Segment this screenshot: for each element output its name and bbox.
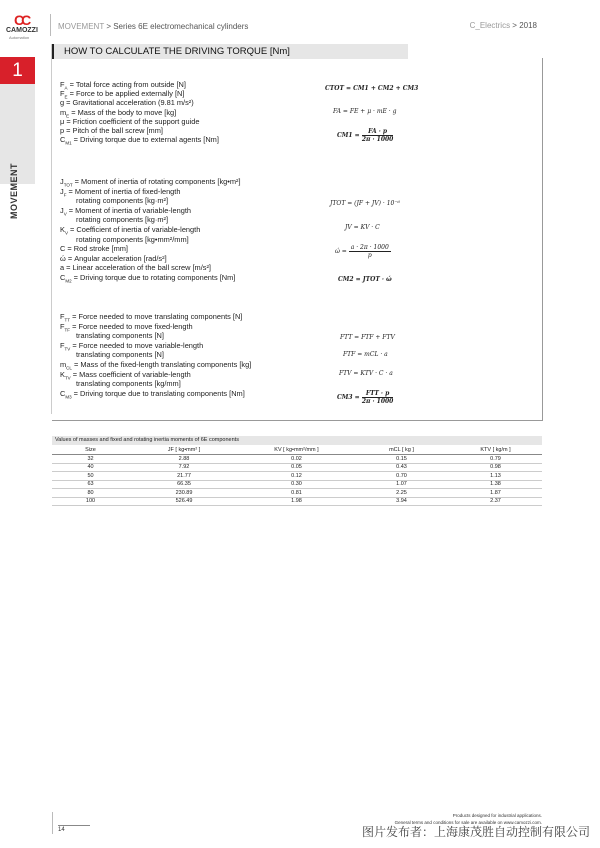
- definition-text: = Mass of the body to move [kg]: [69, 107, 177, 117]
- inertia-table: [52, 445, 542, 506]
- table-cell: 7.92: [129, 463, 239, 472]
- formula-cm1-numerator: FA · p: [362, 128, 394, 136]
- definition-symbol: m: [60, 360, 67, 369]
- definition-text: rotating components [kg·m²]: [76, 196, 169, 206]
- definition-text: = Linear acceleration of the ball screw [m/s²]: [64, 263, 211, 273]
- chapter-sidebar: [0, 57, 35, 219]
- definition-symbol: F: [60, 340, 65, 350]
- definition-symbol: g: [60, 98, 65, 108]
- definition-symbol: C: [60, 273, 66, 282]
- definition-text: = Driving torque due to external agents [Nm]: [71, 135, 219, 145]
- definition-text: = Force needed to move fixed-length: [70, 321, 193, 331]
- table-cell: 40: [52, 463, 129, 472]
- table-cell: 0.05: [239, 463, 354, 472]
- table-cell: 0.30: [239, 480, 354, 489]
- breadcrumb-subtitle: Series 6E electromechanical cylinders: [113, 22, 249, 31]
- definition-subscript: M2: [65, 278, 72, 284]
- definition-symbol: ώ: [60, 253, 66, 263]
- definition-symbol: J: [60, 177, 64, 186]
- definition-subscript: TV: [64, 346, 71, 352]
- definition-line: [60, 273, 235, 283]
- table-cell: 80: [52, 489, 129, 498]
- definition-text: translating components [N]: [76, 331, 164, 341]
- table-cell: 2.37: [449, 497, 542, 506]
- logo-mark: CC: [14, 12, 29, 28]
- table-cell: 526.49: [129, 497, 239, 506]
- table-cell: 1.13: [449, 472, 542, 481]
- definition-subscript: E: [64, 94, 68, 100]
- definition-line: [60, 254, 167, 263]
- formula-omega-numerator: a · 2π · 1000: [350, 244, 389, 251]
- table-cell: 0.79: [449, 455, 542, 464]
- formula-jtot: JTOT = (JF + JV) · 10⁻⁶: [330, 200, 400, 207]
- section-header: [52, 44, 408, 59]
- formula-cm1: [337, 128, 393, 143]
- definition-line: [76, 215, 168, 224]
- definition-symbol: J: [60, 205, 64, 215]
- definition-text: rotating components [kg·m²]: [76, 215, 169, 225]
- definition-text: = Mass of the fixed-length translating components [kg]: [71, 360, 252, 369]
- formula-cm1-lhs: CM1 =: [337, 132, 360, 139]
- breadcrumb: [58, 22, 248, 31]
- table-row: [52, 497, 542, 506]
- definition-symbol: F: [60, 80, 65, 89]
- definition-symbol: J: [60, 186, 64, 196]
- table-cell: 1.07: [354, 480, 449, 489]
- definition-symbol: F: [60, 321, 65, 331]
- definition-line: [76, 235, 189, 244]
- definition-line: [60, 263, 211, 272]
- page-number: 14: [58, 827, 65, 833]
- definition-text: translating components [kg/mm]: [76, 379, 181, 389]
- formula-ctot: CTOT = CM1 + CM2 + CM3: [325, 85, 419, 92]
- definition-text: = Mass coefficient of variable-length: [70, 369, 191, 379]
- definition-subscript: V: [63, 211, 67, 217]
- definition-symbol: K: [60, 225, 65, 234]
- definition-symbol: m: [60, 107, 67, 117]
- table-title: Values of masses and fixed and rotating inertia moments of 6E components: [52, 436, 542, 445]
- definition-text: = Force needed to move variable-length: [70, 340, 204, 350]
- table-cell: 1.38: [449, 480, 542, 489]
- table-cell: 2.88: [129, 455, 239, 464]
- definition-subscript: TV: [64, 375, 71, 381]
- definition-line: [76, 379, 181, 388]
- definition-line: [60, 135, 219, 145]
- col-mcl: mCL [ kg ]: [354, 445, 449, 455]
- definition-line: [60, 117, 200, 126]
- table-cell: 1.98: [239, 497, 354, 506]
- definition-text: = Moment of inertia of variable-length: [66, 205, 191, 215]
- definition-text: rotating components [kg•mm²/mm]: [76, 234, 189, 244]
- definition-subscript: M3: [65, 394, 72, 400]
- definition-text: translating components [N]: [76, 350, 164, 360]
- table-cell: 66.35: [129, 480, 239, 489]
- definition-line: [76, 331, 164, 340]
- definition-line: [76, 350, 164, 359]
- definition-symbol: C: [60, 244, 66, 254]
- formula-cm3-numerator: FTT · p: [362, 390, 394, 398]
- logo-tagline: Automation: [9, 35, 30, 40]
- definition-symbol: C: [60, 388, 66, 398]
- publisher-watermark: 图片发布者：上海康茂胜自动控制有限公司: [361, 825, 590, 839]
- table-cell: 230.89: [129, 489, 239, 498]
- footer-note-products: Products designed for industrial applications.: [452, 813, 542, 818]
- table-row: [52, 455, 542, 464]
- table-cell: 0.12: [239, 472, 354, 481]
- formula-ftf: FTF = mCL · a: [343, 351, 388, 358]
- table-cell: 100: [52, 497, 129, 506]
- formula-cm3-lhs: CM3 =: [337, 394, 360, 401]
- table-cell: 0.81: [239, 489, 354, 498]
- definition-line: [60, 126, 163, 135]
- logo-name: CAMOZZI: [6, 27, 38, 34]
- definition-subscript: A: [64, 85, 68, 91]
- definition-subscript: TOT: [63, 182, 73, 188]
- table-cell: 0.70: [354, 472, 449, 481]
- footer-divider: [52, 812, 53, 834]
- formula-cm3-denominator: 2π · 1000: [361, 398, 394, 405]
- formula-cm3: [337, 390, 393, 405]
- col-ktv: KTV [ kg/m ]: [449, 445, 542, 455]
- breadcrumb-section: MOVEMENT: [58, 22, 105, 31]
- definition-subscript: TF: [64, 327, 71, 333]
- col-jf: JF [ kg•mm² ]: [129, 445, 239, 455]
- col-size: Size: [52, 445, 129, 455]
- definition-text: = Friction coefficient of the support guide: [64, 116, 200, 126]
- catalog-name: C_Electrics: [469, 21, 511, 30]
- definition-text: = Driving torque due to translating components [Nm]: [71, 388, 245, 398]
- definition-symbol: F: [60, 89, 65, 99]
- definition-subscript: E: [66, 113, 70, 119]
- definition-text: = Angular acceleration [rad/s²]: [65, 253, 167, 263]
- table-row: [52, 463, 542, 472]
- definition-line: [76, 196, 168, 205]
- chapter-label: MOVEMENT: [9, 162, 19, 219]
- header-divider: [50, 14, 51, 36]
- table-row: [52, 480, 542, 489]
- table-cell: 0.43: [354, 463, 449, 472]
- definition-text: = Moment of inertia of fixed-length: [66, 186, 181, 196]
- definition-text: = Moment of inertia of rotating components [kg•m²]: [72, 177, 241, 186]
- definition-symbol: p: [60, 126, 65, 135]
- definition-text: = Total force acting from outside [N]: [67, 80, 186, 89]
- definition-symbol: a: [60, 263, 65, 273]
- catalog-label: [470, 21, 537, 30]
- definition-symbol: C: [60, 135, 66, 145]
- table-row: [52, 472, 542, 481]
- table-cell: 0.98: [449, 463, 542, 472]
- definition-text: = Force needed to move translating components [N]: [70, 312, 243, 321]
- inertia-table-block: [52, 436, 542, 506]
- definition-subscript: TT: [64, 317, 71, 323]
- definition-text: = Rod stroke [mm]: [65, 244, 128, 254]
- table-cell: 21.77: [129, 472, 239, 481]
- formula-cm1-denominator: 2π · 1000: [361, 136, 394, 143]
- table-header-row: [52, 445, 542, 455]
- table-row: [52, 489, 542, 498]
- table-cell: 0.15: [354, 455, 449, 464]
- formula-jv: JV = KV · C: [345, 224, 380, 231]
- col-kv: KV [ kg•mm²/mm ]: [239, 445, 354, 455]
- definition-subscript: M1: [65, 140, 72, 146]
- definition-line: [60, 389, 245, 399]
- formula-ftv: FTV = KTV · C · a: [339, 370, 393, 377]
- footer-note-terms: General terms and conditions for sale are available on www.camozzi.com.: [394, 820, 542, 825]
- camozzi-logo: [6, 12, 42, 42]
- table-body: [52, 455, 542, 506]
- definition-symbol: μ: [60, 116, 65, 126]
- table-cell: 3.94: [354, 497, 449, 506]
- table-cell: 1.87: [449, 489, 542, 498]
- definition-text: = Pitch of the ball screw [mm]: [64, 126, 163, 135]
- definition-subscript: V: [64, 230, 68, 236]
- table-cell: 2.25: [354, 489, 449, 498]
- table-cell: 32: [52, 455, 129, 464]
- page-number-rule: [58, 825, 90, 826]
- definition-line: [60, 98, 194, 107]
- formula-fa: FA = FE + μ · mE · g: [333, 108, 397, 115]
- catalog-year: 2018: [519, 21, 537, 30]
- formula-cm2: CM2 = JTOT · ώ: [338, 276, 392, 283]
- breadcrumb-separator: >: [106, 22, 111, 31]
- definition-text: = Gravitational acceleration (9.81 m/s²): [64, 98, 194, 108]
- section-header-bar: [52, 44, 54, 59]
- chapter-number: 1: [0, 57, 35, 84]
- formula-omega-lhs: ώ =: [335, 248, 347, 255]
- table-cell: 0.02: [239, 455, 354, 464]
- definition-text: = Force to be applied externally [N]: [67, 89, 185, 99]
- formula-omega: [335, 244, 391, 259]
- definition-symbol: K: [60, 369, 65, 379]
- table-cell: 50: [52, 472, 129, 481]
- definition-text: = Coefficient of inertia of variable-length: [67, 225, 201, 234]
- definition-subscript: CL: [66, 365, 72, 371]
- section-title: HOW TO CALCULATE THE DRIVING TORQUE [Nm]: [64, 46, 290, 57]
- formula-omega-denominator: p: [367, 252, 372, 259]
- definition-line: [60, 244, 128, 253]
- definition-subscript: F: [63, 192, 67, 198]
- definition-text: = Driving torque due to rotating components [Nm]: [71, 273, 236, 282]
- catalog-separator: >: [512, 21, 517, 30]
- definition-symbol: F: [60, 312, 65, 321]
- formula-ftt: FTT = FTF + FTV: [340, 334, 395, 341]
- table-cell: 63: [52, 480, 129, 489]
